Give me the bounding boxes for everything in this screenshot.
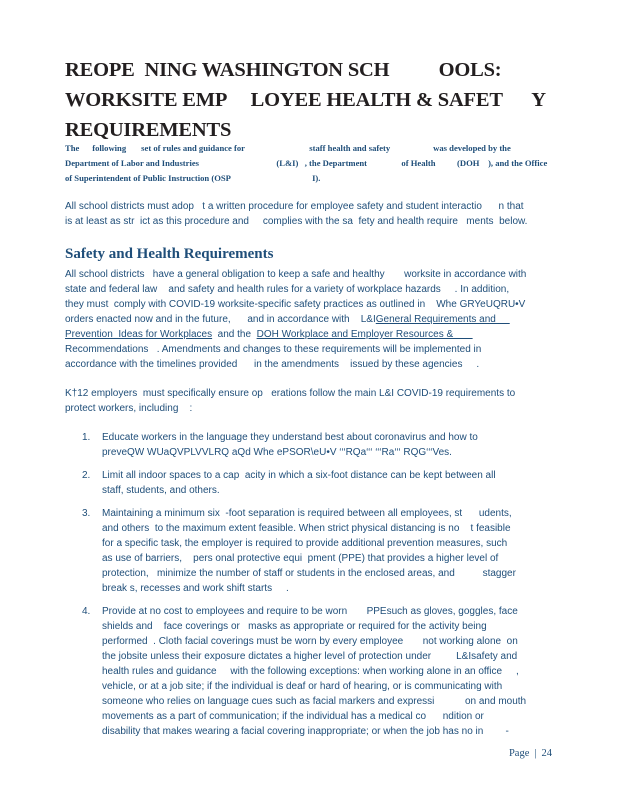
- list-number: 1.: [82, 432, 91, 443]
- paragraph-line: is at least as str ict as this procedure and complies with the sa fety and health require ments below.: [65, 216, 528, 227]
- section-heading: Safety and Health Requirements: [65, 246, 274, 262]
- list-number: 3.: [82, 508, 91, 519]
- intro-line: Department of Labor and Industries (L&I) , the Department of Health (DOH ), and the Office: [65, 158, 548, 168]
- list-item-line: shields and face coverings or masks as appropriate or required for the activity being: [102, 621, 487, 632]
- document-title: [65, 55, 585, 145]
- list-item: [82, 468, 552, 498]
- paragraph-line: [65, 312, 575, 327]
- intro-line: The following set of rules and guidance for staff health and safety was developed by the: [65, 143, 511, 153]
- footer-separator: |: [534, 748, 537, 759]
- requirements-list: [82, 430, 552, 747]
- list-item-line: Maintaining a minimum six -foot separation is required between all employees, st udents,: [102, 508, 512, 519]
- paragraph-line: they must comply with COVID-19 worksite-specific safety practices as outlined in Whe GRYeUQRU•V: [65, 299, 526, 310]
- list-item-line: movements as a part of communication; if the individual has a medical co ndition or: [102, 711, 484, 722]
- paragraph-line: All school districts have a general obligation to keep a safe and healthy worksite in accordance with: [65, 269, 527, 280]
- page-footer: [509, 748, 552, 759]
- paragraph-line: [65, 327, 575, 342]
- link-prevention-ideas[interactable]: Prevention Ideas for Workplaces: [65, 329, 213, 340]
- link-general-requirements[interactable]: General Requirements and: [375, 314, 510, 325]
- link-doh-resources[interactable]: DOH Workplace and Employer Resources &: [256, 329, 473, 340]
- list-item-line: protection, minimize the number of staff or students in the enclosed areas, and stagger: [102, 568, 516, 579]
- list-item-line: for a specific task, the employer is required to provide additional prevention measures, such: [102, 538, 508, 549]
- page-number: 24: [541, 748, 552, 759]
- paragraph-line: Recommendations . Amendments and changes to these requirements will be implemented in: [65, 344, 482, 355]
- list-item-line: Limit all indoor spaces to a cap acity in which a six-foot distance can be kept between all: [102, 470, 496, 481]
- list-item: [82, 430, 552, 460]
- list-item-line: someone who relies on language cues such as facial markers and expressi on and mouth: [102, 696, 527, 707]
- list-item-line: preveQW WUaQVPLVVLRQ aQd Whe ePSOR\eU•V ‘‘‘RQa‘‘‘ ‘‘‘Ra‘‘‘ RQG‘‘‘Ves.: [102, 447, 452, 458]
- paragraph-written-procedure: [65, 199, 565, 229]
- list-item-line: disability that makes wearing a facial covering inappropriate; or when the job has no in -: [102, 726, 509, 737]
- list-item-line: the jobsite unless their exposure dictates a higher level of protection under L&Isafety and: [102, 651, 518, 662]
- paragraph-line: protect workers, including :: [65, 403, 193, 414]
- list-item-line: break s, recesses and work shift starts .: [102, 583, 289, 594]
- paragraph-general-obligation: [65, 267, 575, 372]
- list-item: [82, 506, 552, 596]
- list-item-line: performed . Cloth facial coverings must be worn by every employee not working alone on: [102, 636, 518, 647]
- page-label: Page: [508, 748, 530, 759]
- list-item-line: Educate workers in the language they understand best about coronavirus and how to: [102, 432, 478, 443]
- intro-note: [65, 141, 565, 186]
- paragraph-line: K†12 employers must specifically ensure op erations follow the main L&I COVID-19 requirements to: [65, 388, 516, 399]
- paragraph-line: accordance with the timelines provided in the amendments issued by these agencies .: [65, 359, 480, 370]
- title-line: WORKSITE EMP LOYEE HEALTH & SAFET Y: [65, 89, 546, 111]
- list-item-line: and others to the maximum extent feasible. When strict physical distancing is no t feasible: [102, 523, 511, 534]
- title-line: REQUIREMENTS: [65, 119, 232, 141]
- title-line: REOPE NING WASHINGTON SCH OOLS:: [65, 59, 502, 81]
- paragraph-line: state and federal law and safety and health rules for a variety of workplace hazards . In addition,: [65, 284, 510, 295]
- paragraph-line: All school districts must adop t a written procedure for employee safety and student interactio n that: [65, 201, 524, 212]
- paragraph-text: and the: [212, 329, 257, 340]
- list-item-line: Provide at no cost to employees and require to be worn PPEsuch as gloves, goggles, face: [102, 606, 518, 617]
- list-item-line: health rules and guidance with the following exceptions: when working alone in an office ,: [102, 666, 519, 677]
- list-item-line: vehicle, or at a job site; if the individual is deaf or hard of hearing, or is communicating with: [102, 681, 503, 692]
- intro-line: of Superintendent of Public Instruction (OSP I).: [65, 173, 321, 183]
- list-number: 2.: [82, 470, 91, 481]
- paragraph-k12-employers: [65, 386, 575, 416]
- paragraph-text: orders enacted now and in the future, and in accordance with L&I: [65, 314, 376, 325]
- list-item-line: staff, students, and others.: [102, 485, 220, 496]
- list-item-line: as use of barriers, pers onal protective equi pment (PPE) that provides a higher level of: [102, 553, 499, 564]
- list-number: 4.: [82, 606, 91, 617]
- list-item: [82, 604, 552, 739]
